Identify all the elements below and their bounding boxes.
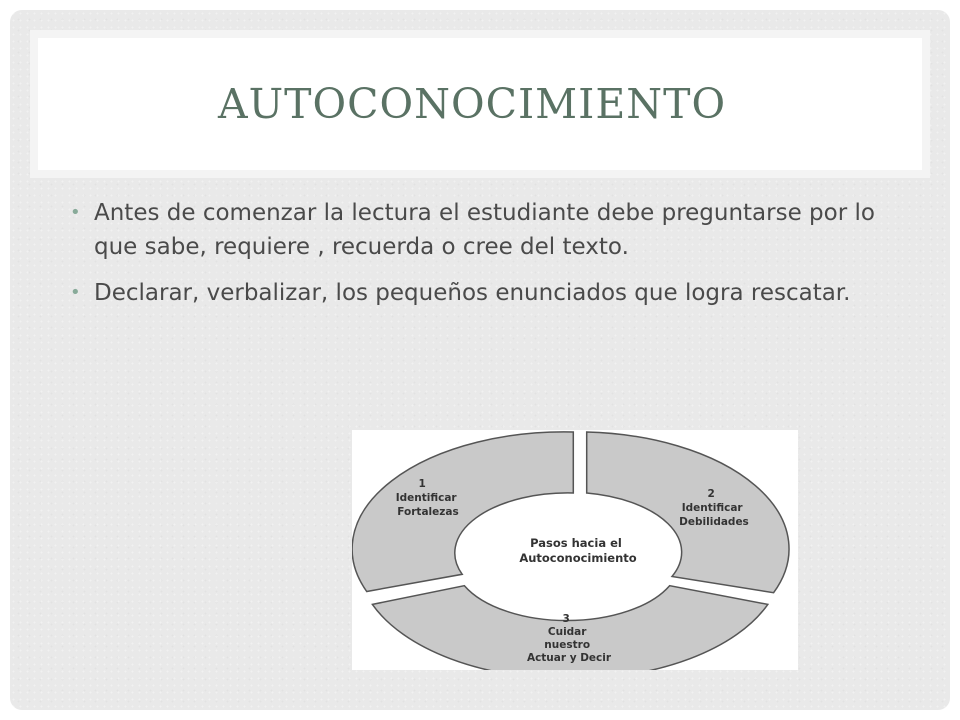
segment-3-line: nuestro: [544, 639, 591, 651]
bullet-text: Antes de comenzar la lectura el estudiante debe preguntarse por lo que sabe, requiere , recuerda o cree del texto.: [94, 200, 875, 260]
segment-1-number: 1: [418, 478, 426, 490]
segment-1: [352, 432, 573, 592]
slide: [10, 10, 950, 710]
cycle-diagram-svg: [352, 430, 798, 670]
segment-2-line: Debilidades: [679, 516, 749, 528]
segment-1-line: Identificar: [395, 492, 457, 504]
cycle-diagram: [352, 430, 798, 670]
title-frame: [30, 30, 930, 178]
center-line: Pasos hacia el: [530, 536, 622, 550]
center-line: Autoconocimiento: [519, 551, 637, 565]
bullet-text: Declarar, verbalizar, los pequeños enunciados que logra rescatar.: [94, 280, 851, 306]
center-label: [519, 536, 636, 565]
segment-2-number: 2: [707, 488, 715, 500]
segment-1-line: Fortalezas: [397, 506, 459, 518]
segment-3-line: Actuar y Decir: [526, 652, 612, 664]
bullet-item: [70, 196, 890, 264]
segment-3-line: Cuidar: [547, 626, 587, 638]
bullet-item: [70, 276, 890, 310]
bullet-dot-icon: •: [70, 282, 81, 303]
slide-title: AUTOCONOCIMIENTO: [218, 80, 727, 128]
segment-2-line: Identificar: [681, 502, 743, 514]
bullet-list: [70, 196, 890, 322]
title-box: [38, 38, 922, 170]
segment-3-number: 3: [562, 613, 570, 625]
bullet-dot-icon: •: [70, 202, 81, 223]
